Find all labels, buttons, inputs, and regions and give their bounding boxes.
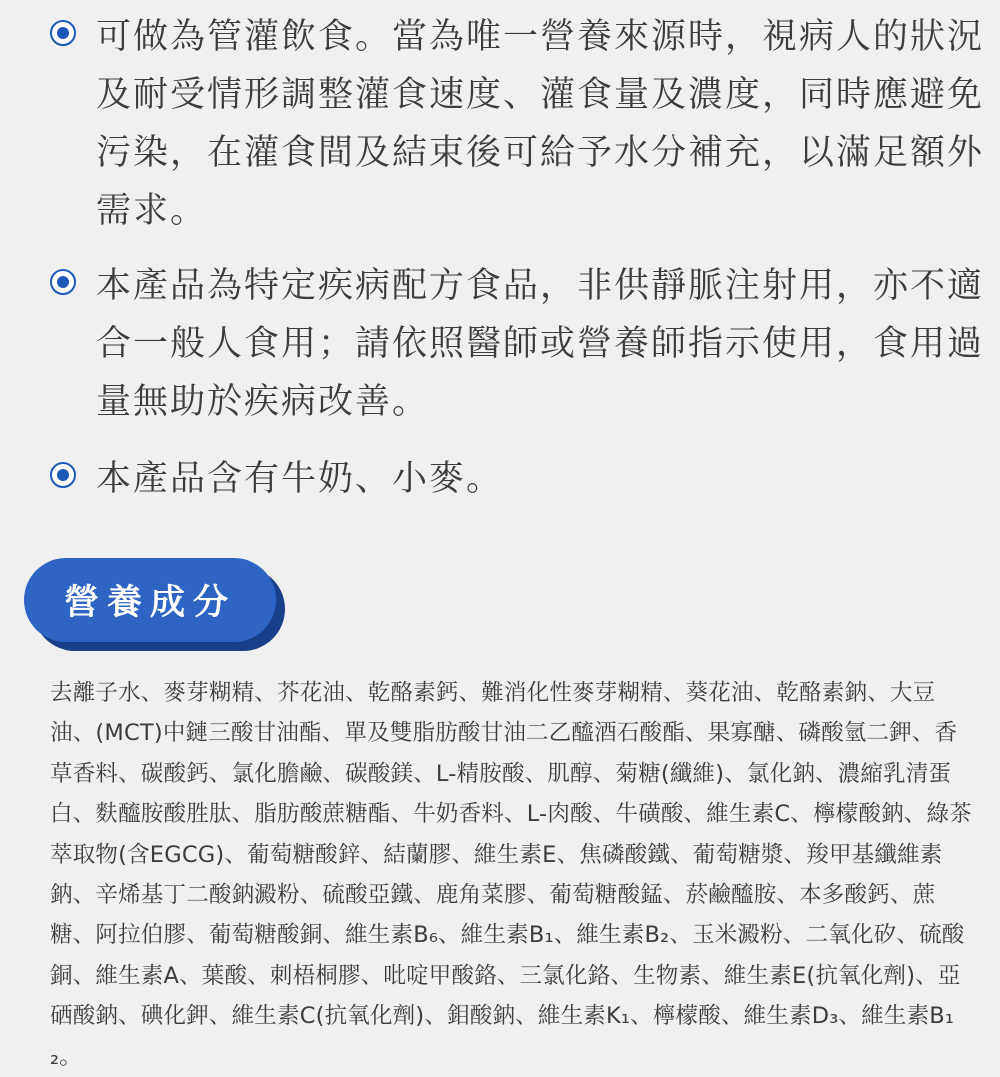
ingredients-list: 去離子水、麥芽糊精、芥花油、乾酪素鈣、難消化性麥芽糊精、葵花油、乾酪素鈉、大豆油、(MCT)中鏈三酸甘油酯、單及雙脂肪酸甘油二乙醯酒石酸酯、果寡醣、磷酸氫二鉀、香草香料、碳酸鈣、氯化膽鹼、碳酸鎂、L-精胺酸、肌醇、菊糖(纖維)、氯化鈉、濃縮乳清蛋白、麩醯胺酸胜肽、脂肪酸蔗糖酯、牛奶香料、L-肉酸、牛磺酸、維生素C、檸檬酸鈉、綠茶萃取物(含EGCG)、葡萄糖酸鋅、結蘭膠、維生素E、焦磷酸鐵、葡萄糖漿、羧甲基纖維素鈉、辛烯基丁二酸鈉澱粉、硫酸亞鐵、鹿角菜膠、葡萄糖酸錳、菸鹼醯胺、本多酸鈣、蔗糖、阿拉伯膠、葡萄糖酸銅、維生素B₆、維生素B₁、維生素B₂、玉米澱粉、二氧化矽、硫酸銅、維生素A、葉酸、刺梧桐膠、吡啶甲酸鉻、三氯化鉻、生物素、維生素E(抗氧化劑)、亞硒酸鈉、碘化鉀、維生素C(抗氧化劑)、鉬酸鈉、維生素K₁、檸檬酸、維生素D₃、維生素B₁₂。: [50, 680, 972, 1070]
precaution-text: 本產品為特定疾病配方食品，非供靜脈注射用，亦不適合一般人食用；請依照醫師或營養師指示使用，食用過量無助於疾病改善。: [96, 266, 985, 422]
radio-bullet-icon: [50, 20, 76, 46]
precaution-text: 本產品含有牛奶、小麥。: [96, 459, 504, 499]
precaution-item-disease-formula: [50, 257, 985, 431]
precaution-item-tube-feeding: [50, 8, 985, 240]
section-title: 營養成分: [24, 558, 276, 642]
precaution-item-allergens: [50, 450, 985, 508]
precaution-text: 可做為管灌飲食。當為唯一營養來源時，視病人的狀況及耐受情形調整灌食速度、灌食量及濃度，同時應避免污染，在灌食間及結束後可給予水分補充，以滿足額外需求。: [96, 17, 985, 231]
radio-bullet-icon: [50, 462, 76, 488]
radio-bullet-icon: [50, 269, 76, 295]
nutrition-section-heading: [24, 558, 276, 642]
